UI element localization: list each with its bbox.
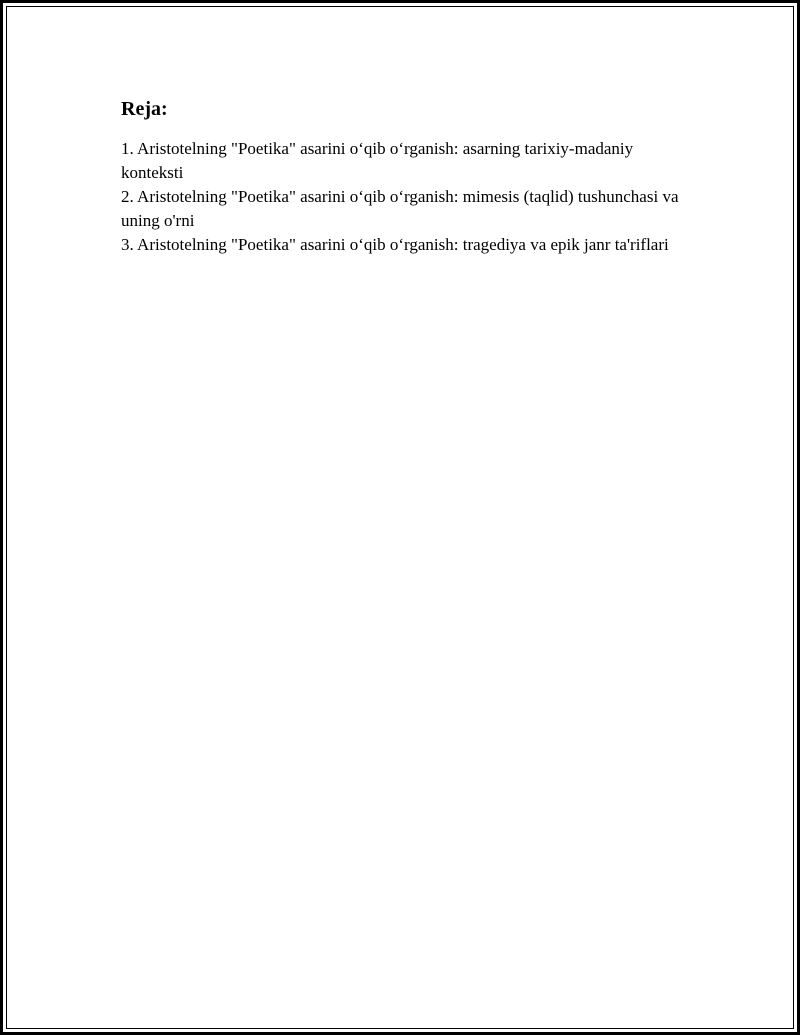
plan-item-3: 3. Aristotelning "Poetika" asarini o‘qib o‘rganish: tragediya va epik janr ta'riflari	[121, 235, 669, 254]
plan-item-2: 2. Aristotelning "Poetika" asarini o‘qib o‘rganish: mimesis (taqlid) tushunchasi va uning o'rni	[121, 187, 679, 230]
plan-heading: Reja:	[121, 98, 168, 120]
page-content	[121, 95, 691, 257]
plan-list	[121, 137, 691, 257]
plan-item-1: 1. Aristotelning "Poetika" asarini o‘qib o‘rganish: asarning tarixiy-madaniy konteksti	[121, 139, 634, 182]
